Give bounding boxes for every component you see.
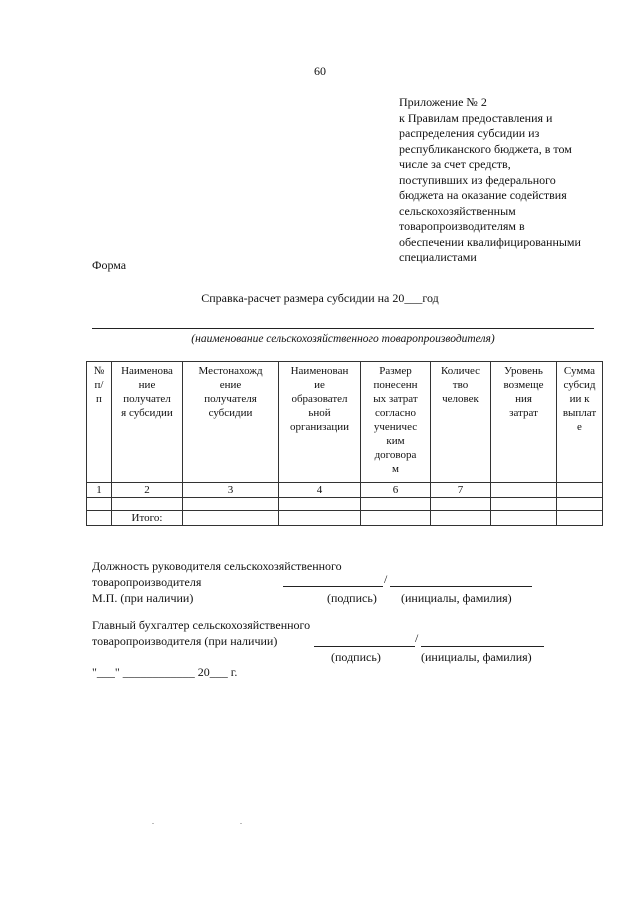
producer-caption: (наименование сельскохозяйственного товаропроизводителя) bbox=[191, 333, 495, 345]
head-slash: / bbox=[384, 572, 388, 586]
table-row bbox=[87, 498, 603, 511]
header-payment-amount: Сумма субсид ии к выплат е bbox=[557, 362, 603, 483]
table-cell bbox=[112, 498, 183, 511]
header-reimbursement-level: Уровень возмеще ния затрат bbox=[491, 362, 557, 483]
appendix-line: бюджета на оказание содействия bbox=[399, 188, 567, 202]
head-initials-caption: (инициалы, фамилия) bbox=[401, 591, 512, 605]
head-signature-caption: (подпись) bbox=[327, 591, 377, 605]
column-number: 2 bbox=[112, 483, 183, 498]
header-incurred-costs: Размер понесенн ых затрат согласно ученичес ким договора м bbox=[361, 362, 431, 483]
table-cell bbox=[183, 511, 279, 526]
column-number-row bbox=[87, 483, 603, 498]
form-label: Форма bbox=[92, 258, 127, 272]
accountant-line2: товаропроизводителя (при наличии) bbox=[92, 634, 278, 648]
table-cell bbox=[87, 498, 112, 511]
producer-name-line bbox=[92, 328, 594, 329]
head-position-line1: Должность руководителя сельскохозяйственного bbox=[92, 559, 342, 573]
table-cell bbox=[279, 498, 361, 511]
appendix-line: Приложение № 2 bbox=[399, 95, 487, 109]
accountant-signature-line bbox=[314, 646, 415, 647]
header-row bbox=[87, 362, 603, 483]
table-cell bbox=[279, 511, 361, 526]
page-number: 60 bbox=[314, 64, 326, 78]
scan-speck bbox=[240, 823, 242, 824]
subsidy-calculation-table bbox=[86, 361, 603, 526]
header-recipient-location: Местонахожд ение получателя субсидии bbox=[183, 362, 279, 483]
accountant-line1: Главный бухгалтер сельскохозяйственного bbox=[92, 618, 311, 632]
total-label: Итого: bbox=[112, 511, 183, 526]
table-cell bbox=[87, 511, 112, 526]
accountant-initials-line bbox=[421, 646, 544, 647]
column-number: 1 bbox=[87, 483, 112, 498]
column-number bbox=[491, 483, 557, 498]
document-title: Справка-расчет размера субсидии на 20___год bbox=[201, 291, 439, 305]
stamp-label: М.П. (при наличии) bbox=[92, 591, 194, 605]
header-education-organization: Наименован ие образовател ьной организации bbox=[279, 362, 361, 483]
table-cell bbox=[361, 511, 431, 526]
accountant-signature-caption: (подпись) bbox=[331, 650, 381, 664]
column-number: 7 bbox=[431, 483, 491, 498]
head-signature-line bbox=[283, 586, 383, 587]
date-line: "___" ____________ 20___ г. bbox=[92, 665, 238, 679]
accountant-initials-caption: (инициалы, фамилия) bbox=[421, 650, 532, 664]
appendix-line: сельскохозяйственным bbox=[399, 203, 516, 218]
header-recipient-name: Наименова ние получател я субсидии bbox=[112, 362, 183, 483]
appendix-line: специалистами bbox=[399, 250, 477, 264]
head-position-line2: товаропроизводителя bbox=[92, 575, 202, 589]
accountant-slash: / bbox=[415, 631, 419, 645]
appendix-line: обеспечении квалифицированными bbox=[399, 234, 581, 249]
table-cell bbox=[431, 511, 491, 526]
appendix-block bbox=[399, 95, 614, 266]
appendix-line: к Правилам предоставления и bbox=[399, 110, 553, 125]
column-number bbox=[557, 483, 603, 498]
table-cell bbox=[557, 511, 603, 526]
head-initials-line bbox=[390, 586, 532, 587]
appendix-line: поступивших из федерального bbox=[399, 172, 556, 187]
table-cell bbox=[491, 498, 557, 511]
table-cell bbox=[491, 511, 557, 526]
scan-speck bbox=[152, 823, 154, 824]
total-row bbox=[87, 511, 603, 526]
header-number: № п/ п bbox=[87, 362, 112, 483]
table-cell bbox=[361, 498, 431, 511]
table-cell bbox=[431, 498, 491, 511]
table-cell bbox=[183, 498, 279, 511]
column-number: 3 bbox=[183, 483, 279, 498]
header-people-count: Количес тво человек bbox=[431, 362, 491, 483]
appendix-line: распределения субсидии из bbox=[399, 126, 540, 140]
table-cell bbox=[557, 498, 603, 511]
column-number: 4 bbox=[279, 483, 361, 498]
column-number: 6 bbox=[361, 483, 431, 498]
appendix-line: числе за счет средств, bbox=[399, 157, 511, 171]
appendix-line: товаропроизводителям в bbox=[399, 219, 525, 233]
appendix-line: республиканского бюджета, в том bbox=[399, 141, 572, 156]
